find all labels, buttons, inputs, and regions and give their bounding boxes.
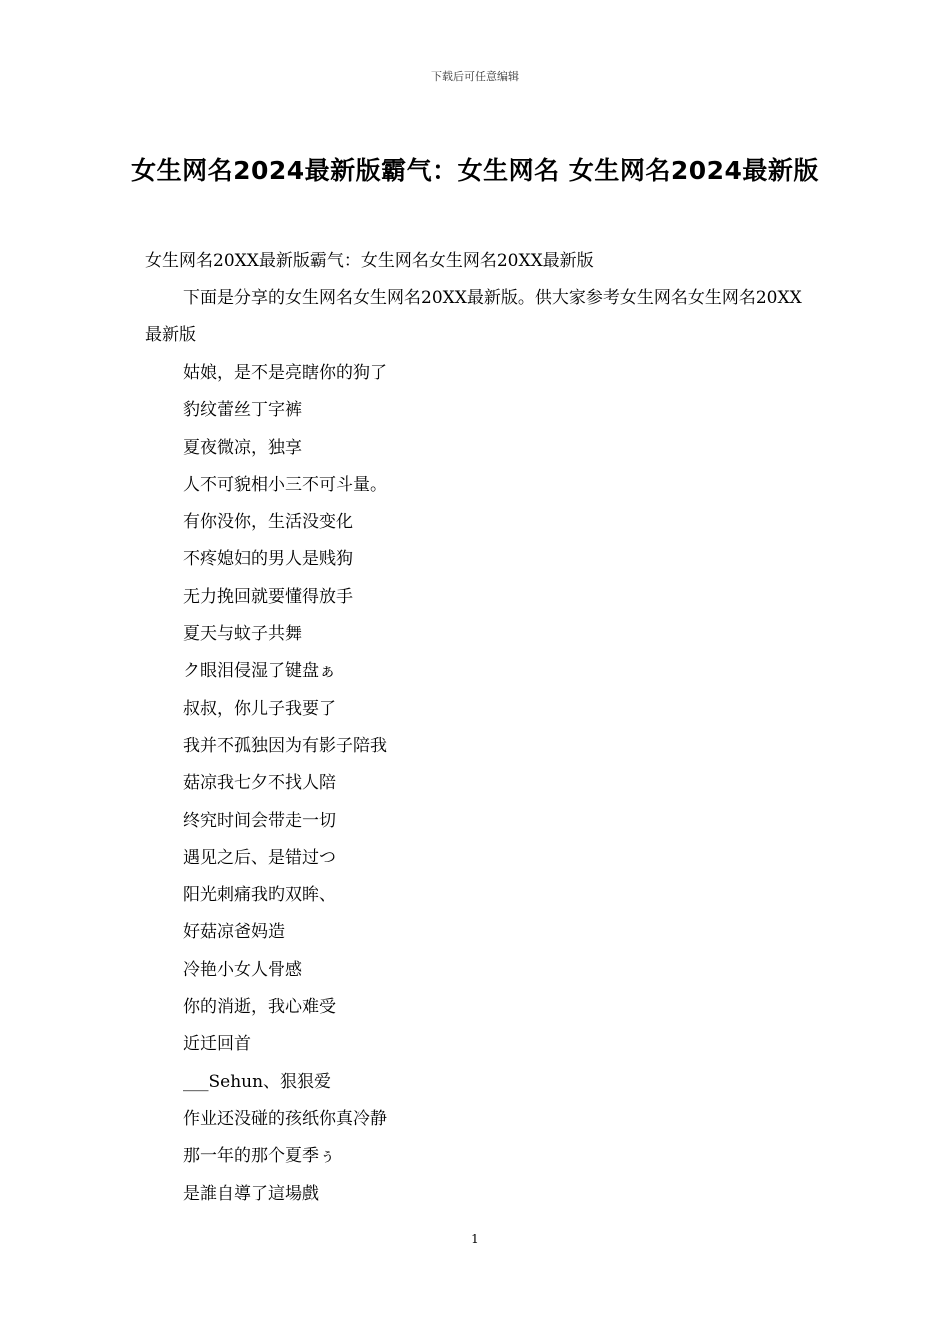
list-item: 作业还没碰的孩纸你真冷静 — [183, 1108, 387, 1129]
list-item: 近迁回首 — [183, 1034, 251, 1055]
list-item: ク眼泪侵湿了键盘ぁ — [183, 661, 336, 682]
page-number: 1 — [471, 1232, 479, 1246]
list-item: ___Sehun、狠狠爱 — [183, 1071, 332, 1092]
list-item: 叔叔，你儿子我要了 — [183, 698, 336, 719]
list-item: 好菇凉爸妈造 — [183, 922, 285, 943]
subtitle-paragraph: 女生网名20XX最新版霸气：女生网名女生网名20XX最新版 — [145, 251, 594, 271]
list-item: 冷艳小女人骨感 — [183, 959, 302, 980]
list-item: 是誰自導了這場戲 — [183, 1183, 319, 1204]
list-item: 豹纹蕾丝丁字裤 — [183, 400, 302, 421]
list-item: 夏夜微凉，独享 — [183, 437, 302, 458]
list-item: 有你没你，生活没变化 — [183, 512, 353, 533]
list-item: 那一年的那个夏季ぅ — [183, 1146, 336, 1167]
list-item: 不疼媳妇的男人是贱狗 — [183, 549, 353, 570]
name-list — [183, 355, 783, 1213]
header-note: 下载后可任意编辑 — [431, 70, 519, 83]
list-item: 无力挽回就要懂得放手 — [183, 586, 353, 607]
intro-paragraph: 下面是分享的女生网名女生网名20XX最新版。供大家参考女生网名女生网名20XX最新版 — [145, 288, 802, 346]
list-item: 姑娘，是不是亮瞎你的狗了 — [183, 363, 387, 383]
page-title: 女生网名2024最新版霸气：女生网名 女生网名2024最新版 — [131, 156, 819, 185]
list-item: 阳光刺痛我旳双眸、 — [183, 885, 336, 906]
list-item: 夏天与蚊子共舞 — [183, 624, 302, 645]
list-item: 人不可貌相小三不可斗量。 — [183, 474, 387, 495]
list-item: 遇见之后、是错过つ — [183, 847, 336, 868]
list-item: 菇凉我七夕不找人陪 — [183, 773, 336, 794]
list-item: 你的消逝，我心难受 — [183, 997, 336, 1018]
list-item: 终究时间会带走一切 — [183, 810, 336, 831]
list-item: 我并不孤独因为有影子陪我 — [183, 735, 387, 756]
